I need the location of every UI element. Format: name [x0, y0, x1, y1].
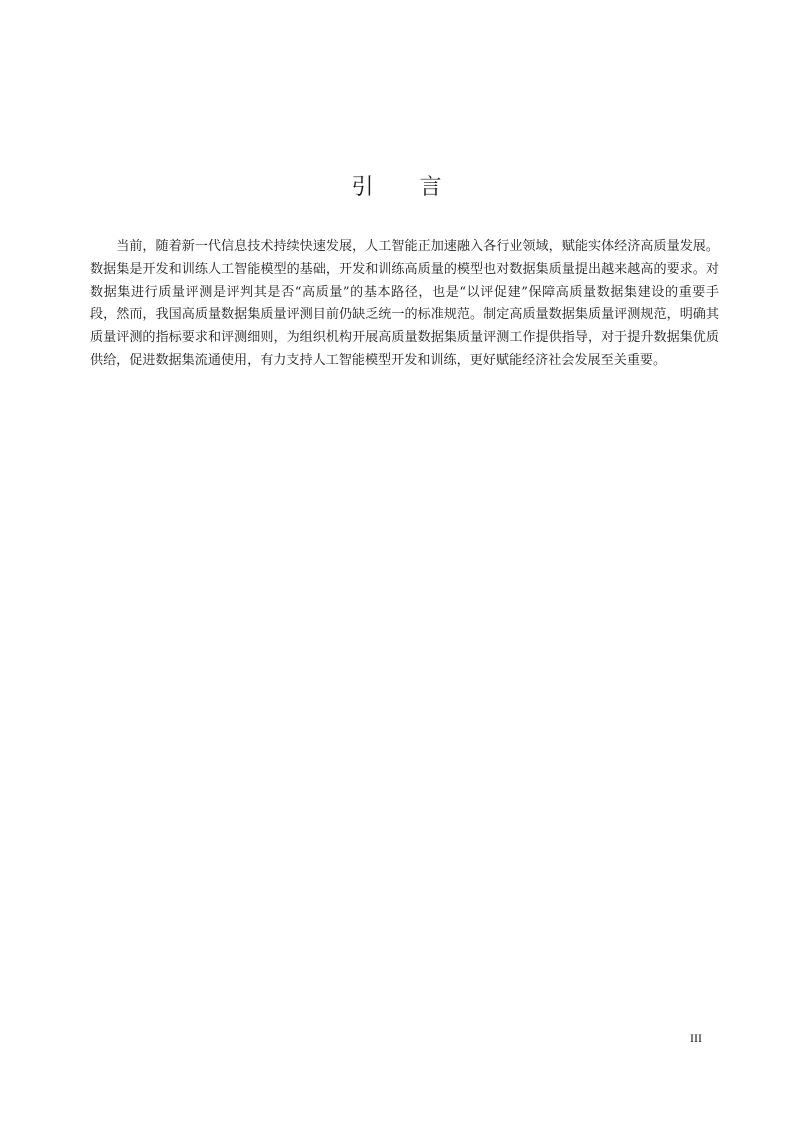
- title-char-1: 引: [351, 175, 374, 200]
- page-number: III: [690, 1031, 702, 1045]
- title-char-2: 言: [419, 175, 442, 200]
- page-title: [0, 174, 793, 202]
- introduction-paragraph: 当前，随着新一代信息技术持续快速发展，人工智能正加速融入各行业领域，赋能实体经济高质量发展。数据集是开发和训练人工智能模型的基础，开发和训练高质量的模型也对数据集质量提出越来越高的要求。对数据集进行质量评测是评判其是否“高质量”的基本路径，也是“以评促建”保障高质量数据集建设的重要手段，然而，我国高质量数据集质量评测目前仍缺乏统一的标准规范。制定高质量数据集质量评测规范，明确其质量评测的指标要求和评测细则，为组织机构开展高质量数据集质量评测工作提供指导，对于提升数据集优质供给，促进数据集流通使用，有力支持人工智能模型开发和训练，更好赋能经济社会发展至关重要。: [90, 239, 719, 368]
